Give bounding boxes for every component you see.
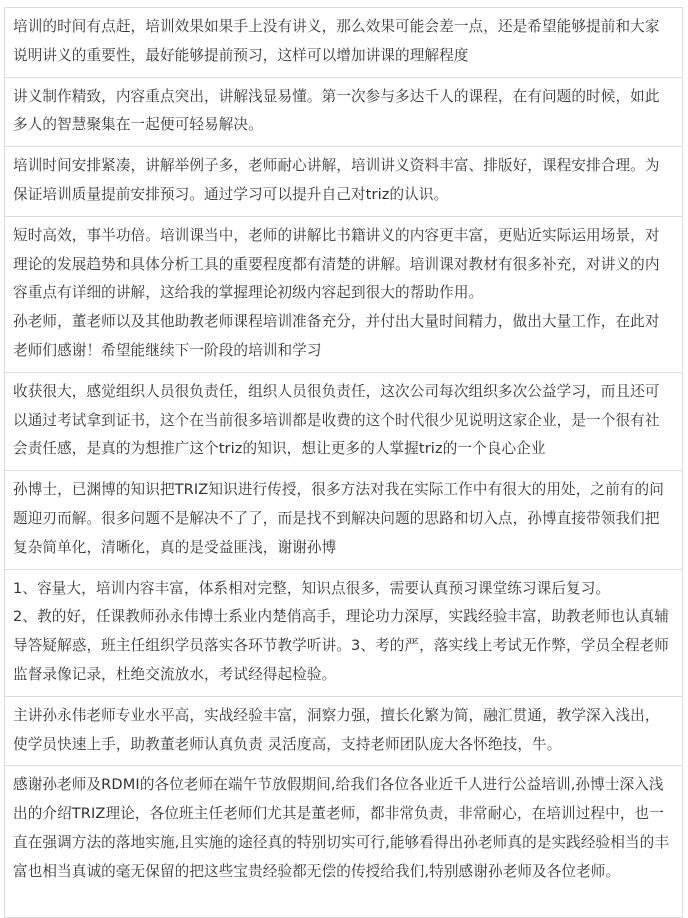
feedback-cell — [5, 766, 683, 918]
feedback-cell — [5, 216, 683, 372]
feedback-text: 讲义制作精致，内容重点突出，讲解浅显易懂。第一次参与多达千人的课程，在有问题的时候，如此多人的智慧聚集在一起便可轻易解决。 — [13, 87, 660, 134]
feedback-text: 培训时间安排紧凑，讲解举例子多，老师耐心讲解，培训讲义资料丰富、排版好，课程安排合理。为保证培训质量提前安排预习。通过学习可以提升自己对triz的认识。 — [13, 157, 660, 203]
feedback-text: 主讲孙永伟老师专业水平高，实战经验丰富，洞察力强，擅长化繁为简，融汇贯通，教学深入浅出，使学员快速上手，助教董老师认真负责 灵活度高，支持老师团队庞大各怀绝技，牛。 — [13, 706, 660, 753]
feedback-text: 培训的时间有点赶，培训效果如果手上没有讲义，那么效果可能会差一点，还是希望能够提前和大家说明讲义的重要性，最好能够提前预习，这样可以增加讲课的理解程度 — [13, 18, 660, 64]
feedback-row — [5, 569, 683, 696]
feedback-row — [5, 147, 683, 217]
feedback-cell — [5, 471, 683, 569]
feedback-row — [5, 471, 683, 569]
feedback-row — [5, 216, 683, 372]
feedback-row — [5, 766, 683, 918]
feedback-row — [5, 372, 683, 470]
feedback-text: 1、容量大，培训内容丰富，体系相对完整，知识点很多，需要认真预习课堂练习课后复习。 — [13, 579, 611, 597]
feedback-table — [4, 7, 683, 918]
feedback-cell — [5, 569, 683, 696]
feedback-row — [5, 77, 683, 147]
feedback-text: 感谢孙老师及RDMI的各位老师在端午节放假期间,给我们各位各业近千人进行公益培训,孙博士深入浅出的介绍TRIZ理论，各位班主任老师们尤其是董老师，都非常负责，非常耐心，在培训过程中，也一直在强调方法的落地实施,且实施的途径真的特别切实可行,能够看得出孙老师真的是实践经验相当的丰富也相当真诚的毫无保留的把这些宝贵经验都无偿的传授给我们,特别感谢孙老师及各位老师。 — [13, 776, 670, 880]
feedback-cell — [5, 8, 683, 78]
feedback-text: 2、教的好，任课教师孙永伟博士系业内楚俏高手，理论功力深厚，实践经验丰富，助教老师也认真辅导答疑解惑，班主任组织学员落实各环节教学听讲。3、考的严，落实线上考试无作弊，学员全程老师监督录像记录，杜绝交流放水，考试经得起检验。 — [13, 608, 669, 683]
feedback-text: 孙博士，已渊博的知识把TRIZ知识进行传授，很多方法对我在实际工作中有很大的用处，之前有的问题迎刃而解。很多问题不是解决不了了，而是找不到解决问题的思路和切入点，孙博直接带领我们把复杂简单化，清晰化，真的是受益匪浅，谢谢孙博 — [13, 481, 664, 556]
feedback-cell — [5, 696, 683, 766]
feedback-row — [5, 696, 683, 766]
feedback-text: 孙老师，董老师以及其他助教老师课程培训准备充分，并付出大量时间精力，做出大量工作，在此对老师们感谢！希望能继续下一阶段的培训和学习 — [13, 313, 660, 359]
feedback-text: 短时高效，事半功倍。培训课当中，老师的讲解比书籍讲义的内容更丰富，更贴近实际运用场景，对理论的发展趋势和具体分析工具的重要程度都有清楚的讲解。培训课对教材有很多补充，对讲义的内容重点有详细的讲解，这给我的掌握理论初级内容起到很大的帮助作用。 — [13, 226, 660, 302]
feedback-cell — [5, 147, 683, 217]
feedback-cell — [5, 77, 683, 147]
feedback-cell — [5, 372, 683, 470]
feedback-row — [5, 8, 683, 78]
feedback-text: 收获很大，感觉组织人员很负责任，组织人员很负责任，这次公司每次组织多次公益学习，而且还可以通过考试拿到证书，这个在当前很多培训都是收费的这个时代很少见说明这家企业，是一个很有社会责任感，是真的为想推广这个triz的知识，想让更多的人掌握triz的一个良心企业 — [13, 382, 660, 458]
